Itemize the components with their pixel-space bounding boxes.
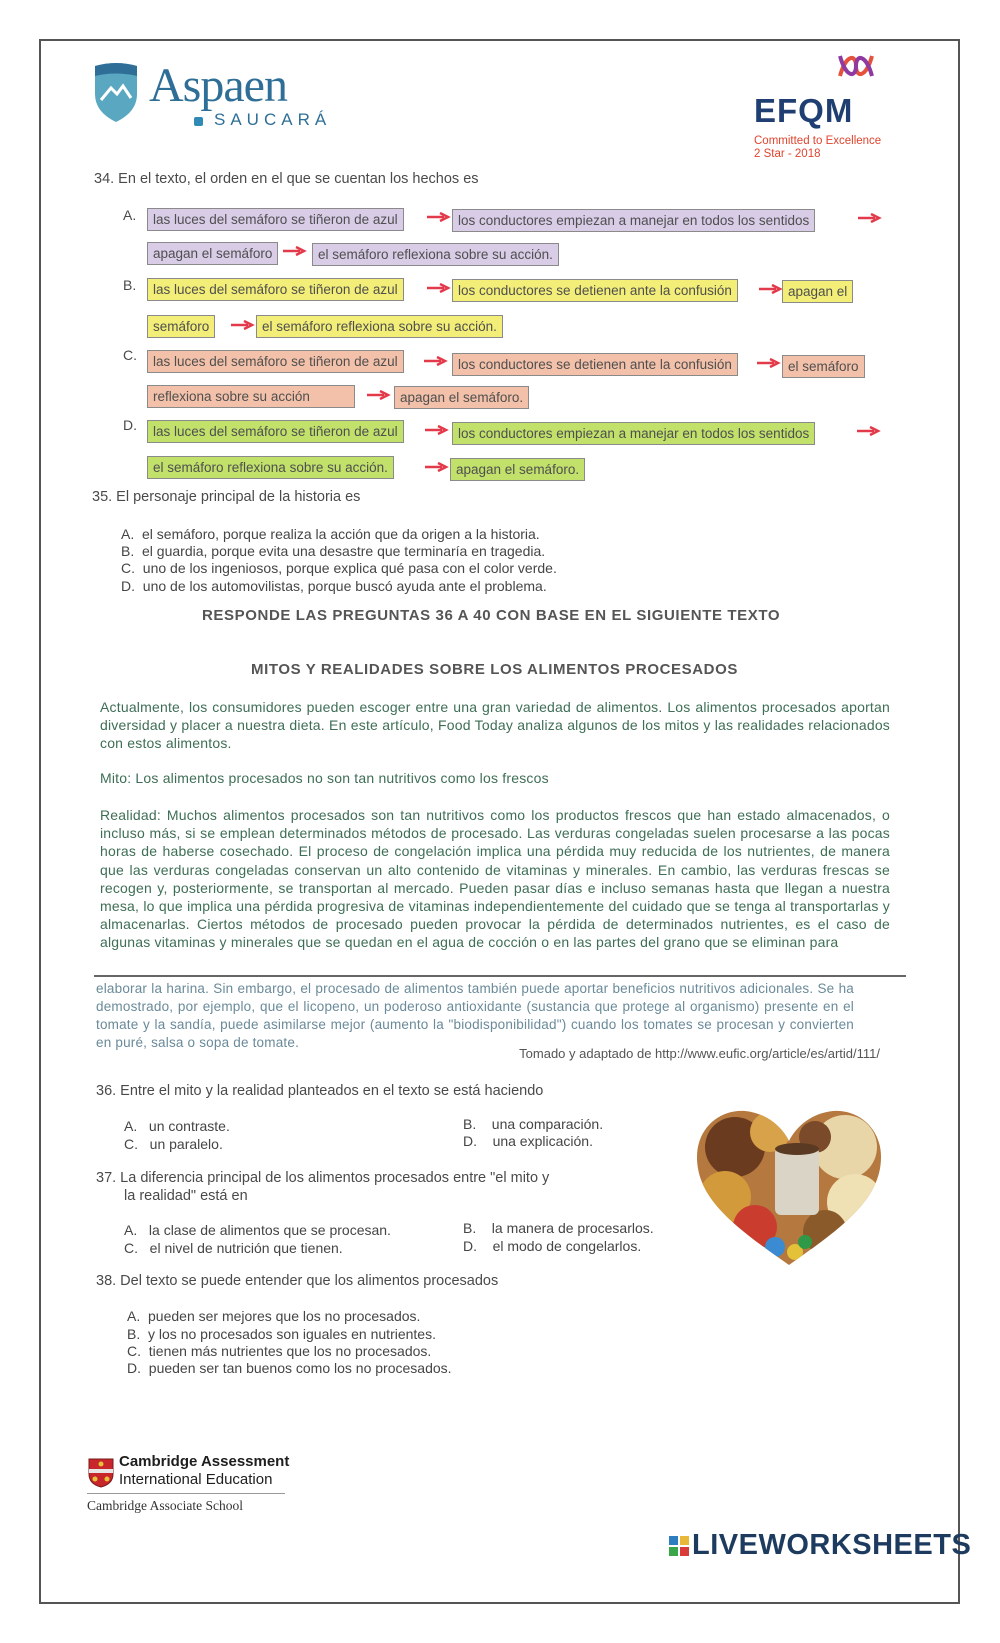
q34-a-step-2: los conductores empiezan a manejar en todos los sentidos: [452, 209, 815, 232]
arrow-icon: [858, 213, 882, 223]
q37-option-b[interactable]: B. la manera de procesarlos.: [463, 1220, 654, 1236]
cambridge-associate-school: Cambridge Associate School: [87, 1498, 243, 1513]
arrow-icon: [759, 284, 783, 294]
q34-d-step-4: apagan el semáforo.: [450, 458, 585, 481]
aspaen-shield-logo: [93, 62, 139, 124]
q38-option-c[interactable]: C. tienen más nutrientes que los no procesados.: [127, 1343, 432, 1359]
q36-option-a[interactable]: A. un contraste.: [124, 1118, 230, 1134]
question-37-stem-line-1: 37. La diferencia principal de los alimentos procesados entre "el mito y: [96, 1170, 550, 1186]
arrow-icon: [757, 358, 781, 368]
q38-option-b[interactable]: B. y los no procesados son iguales en nutrientes.: [127, 1326, 436, 1342]
arrow-icon: [425, 425, 449, 435]
arrow-icon: [427, 283, 451, 293]
liveworksheets-wordmark: LIVEWORKSHEETS: [692, 1529, 972, 1561]
school-dot: [194, 117, 203, 126]
q34-d-step-2: los conductores empiezan a manejar en todos los sentidos: [452, 422, 815, 445]
q34-d-step-1: las luces del semáforo se tiñeron de azul: [147, 420, 404, 443]
cambridge-name-line-1: Cambridge Assessment: [119, 1453, 290, 1470]
liveworksheets-logo-icon: [669, 1536, 689, 1556]
efqm-tagline: Committed to Excellence 2 Star - 2018: [754, 135, 882, 160]
article-continuation: elaborar la harina. Sin embargo, el procesado de alimentos también puede aportar beneficios nutritivos adicionales. Se ha demostrado, por ejemplo, que el licopeno, un poderoso antioxidante (sustancia que protege al organismo) presente en el tomate y la sandía, puede asimilarse mejor (aumento la "biodisponibilidad") cuando los tomates se procesan y convierten en puré, salsa o sopa de tomate.: [96, 981, 854, 1050]
q34-c-step-1: las luces del semáforo se tiñeron de azul: [147, 350, 404, 373]
q34-a-step-1: las luces del semáforo se tiñeron de azul: [147, 208, 404, 231]
q35-option-d[interactable]: D. uno de los automovilistas, porque buscó ayuda ante el problema.: [121, 578, 547, 594]
q34-d-step-3: el semáforo reflexiona sobre su acción.: [147, 456, 394, 479]
school-subtitle: SAUCARÁ: [214, 110, 332, 129]
q34-b-step-4: el semáforo reflexiona sobre su acción.: [256, 315, 503, 338]
q35-option-b[interactable]: B. el guardia, porque evita una desastre que terminaría en tragedia.: [121, 543, 546, 559]
q34-c-step-4: apagan el semáforo.: [394, 386, 529, 409]
efqm-infinity-logo: [836, 50, 876, 82]
cambridge-crest-icon: [88, 1458, 114, 1488]
q34-letter-c[interactable]: C.: [123, 347, 137, 363]
q34-b-step-1: las luces del semáforo se tiñeron de azul: [147, 278, 404, 301]
arrow-icon: [424, 356, 448, 366]
q34-b-step-2: los conductores se detienen ante la confusión: [452, 279, 738, 302]
q36-option-c[interactable]: C. un paralelo.: [124, 1136, 223, 1152]
q38-option-a[interactable]: A. pueden ser mejores que los no procesados.: [127, 1308, 421, 1324]
arrow-icon: [427, 212, 451, 222]
question-34-stem: 34. En el texto, el orden en el que se cuentan los hechos es: [94, 171, 479, 187]
q37-option-d[interactable]: D. el modo de congelarlos.: [463, 1238, 642, 1254]
q34-c-step-3a: el semáforo: [782, 355, 865, 378]
question-36-stem: 36. Entre el mito y la realidad planteados en el texto se está haciendo: [96, 1083, 544, 1099]
processed-food-heart-image: [695, 1107, 883, 1269]
q36-option-b[interactable]: B. una comparación.: [463, 1116, 604, 1132]
arrow-icon: [857, 426, 881, 436]
question-38-stem: 38. Del texto se puede entender que los alimentos procesados: [96, 1273, 499, 1289]
q34-b-step-3a: apagan el: [782, 280, 853, 303]
article-intro: Actualmente, los consumidores pueden escoger entre una gran variedad de alimentos. Los alimentos procesados aportan diversidad y placer a nuestra dieta. En este artículo, Food Today analiza algunos de los mitos y las realidades relacionados con estos alimentos.: [100, 699, 890, 752]
question-37-stem-line-2: la realidad" está en: [124, 1188, 248, 1204]
q37-option-c[interactable]: C. el nivel de nutrición que tienen.: [124, 1240, 343, 1256]
article-reality: Realidad: Muchos alimentos procesados son tan nutritivos como los productos frescos que han estado almacenados, o incluso más, si se emplean determinados métodos de procesado. Las verduras congeladas suelen procesarse a las pocas horas de haberse cosechado. El proceso de congelación implica una pérdida muy reducida de los nutrientes, de manera que las verduras congeladas conservan un alto contenido de vitaminas y minerales. En cambio, las verduras frescas se recogen y, posteriormente, se transportan al mercado. Pueden pasar días e incluso semanas hasta que llegan a nuestra mesa, lo que implica una pérdida progresiva de vitaminas independientemente del cuidado que se tenga al transportarlas y almacenarlas. Ciertos métodos de procesado pueden provocar la pérdida de determinados nutrientes, es el caso de algunas vitaminas y minerales que se quedan en el agua de cocción o en las partes del grano que se eliminan para: [100, 807, 890, 951]
cambridge-divider: [87, 1493, 285, 1494]
q34-c-step-2: los conductores se detienen ante la confusión: [452, 353, 738, 376]
arrow-icon: [425, 462, 449, 472]
q34-letter-b[interactable]: B.: [123, 277, 137, 293]
q36-option-d[interactable]: D. una explicación.: [463, 1133, 593, 1149]
q35-option-c[interactable]: C. uno de los ingeniosos, porque explica qué pasa con el color verde.: [121, 560, 557, 576]
q34-a-step-3: apagan el semáforo: [147, 242, 278, 265]
q34-letter-d[interactable]: D.: [123, 417, 137, 433]
question-35-stem: 35. El personaje principal de la historia es: [92, 489, 361, 505]
arrow-icon: [283, 246, 307, 256]
cambridge-name-line-2: International Education: [119, 1471, 273, 1488]
q34-a-step-4: el semáforo reflexiona sobre su acción.: [312, 243, 559, 266]
arrow-icon: [367, 390, 391, 400]
article-myth: Mito: Los alimentos procesados no son tan nutritivos como los frescos: [100, 770, 549, 786]
efqm-name: EFQM: [754, 92, 854, 129]
q34-b-step-3b: semáforo: [147, 315, 215, 338]
school-name: Aspaen: [149, 59, 287, 112]
instructions-heading: RESPONDE LAS PREGUNTAS 36 A 40 CON BASE EN EL SIGUIENTE TEXTO: [202, 607, 781, 624]
q35-option-a[interactable]: A. el semáforo, porque realiza la acción que da origen a la historia.: [121, 526, 540, 542]
article-source: Tomado y adaptado de http://www.eufic.org/article/es/artid/111/: [519, 1046, 880, 1061]
q37-option-a[interactable]: A. la clase de alimentos que se procesan.: [124, 1222, 391, 1238]
q34-c-step-3b: reflexiona sobre su acción: [147, 385, 355, 408]
q38-option-d[interactable]: D. pueden ser tan buenos como los no procesados.: [127, 1360, 452, 1376]
article-title: MITOS Y REALIDADES SOBRE LOS ALIMENTOS PROCESADOS: [251, 661, 738, 678]
q34-letter-a[interactable]: A.: [123, 207, 137, 223]
page-divider: [94, 975, 906, 977]
arrow-icon: [231, 320, 255, 330]
